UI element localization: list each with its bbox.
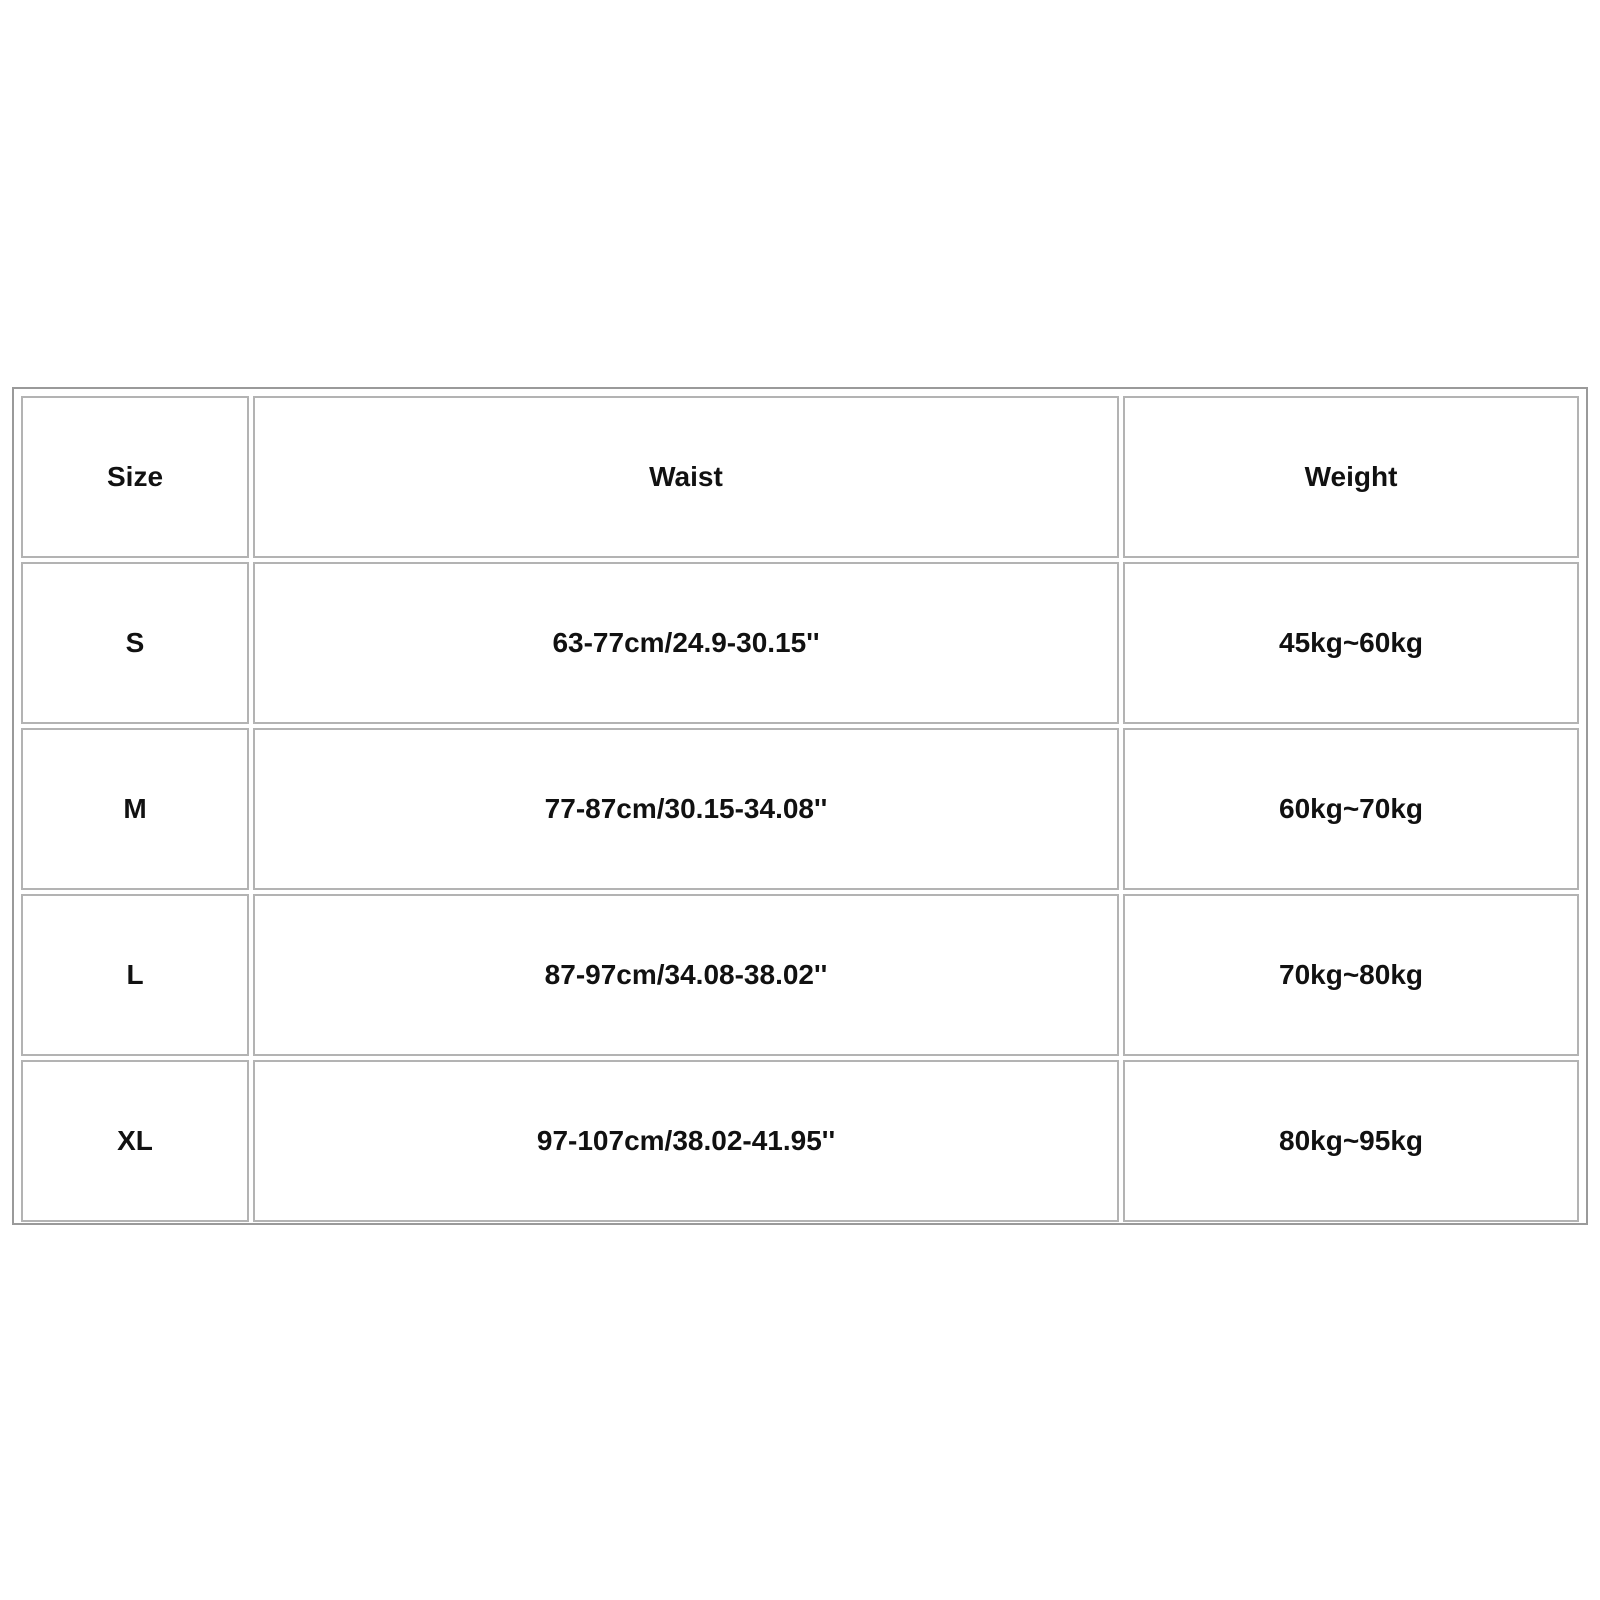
weight-cell: 70kg~80kg: [1123, 894, 1579, 1056]
table-header-row: [21, 396, 1579, 558]
weight-cell: 60kg~70kg: [1123, 728, 1579, 890]
header-size: Size: [21, 396, 249, 558]
waist-cell: 63-77cm/24.9-30.15'': [253, 562, 1119, 724]
table-row: [21, 728, 1579, 890]
size-cell: L: [21, 894, 249, 1056]
weight-cell: 45kg~60kg: [1123, 562, 1579, 724]
size-chart-table: [17, 392, 1583, 1226]
weight-cell: 80kg~95kg: [1123, 1060, 1579, 1222]
size-cell: XL: [21, 1060, 249, 1222]
waist-cell: 77-87cm/30.15-34.08'': [253, 728, 1119, 890]
header-waist: Waist: [253, 396, 1119, 558]
size-chart-table-frame: [12, 387, 1588, 1225]
table-row: [21, 894, 1579, 1056]
header-weight: Weight: [1123, 396, 1579, 558]
waist-cell: 97-107cm/38.02-41.95'': [253, 1060, 1119, 1222]
table-row: [21, 562, 1579, 724]
size-cell: M: [21, 728, 249, 890]
size-cell: S: [21, 562, 249, 724]
waist-cell: 87-97cm/34.08-38.02'': [253, 894, 1119, 1056]
table-row: [21, 1060, 1579, 1222]
